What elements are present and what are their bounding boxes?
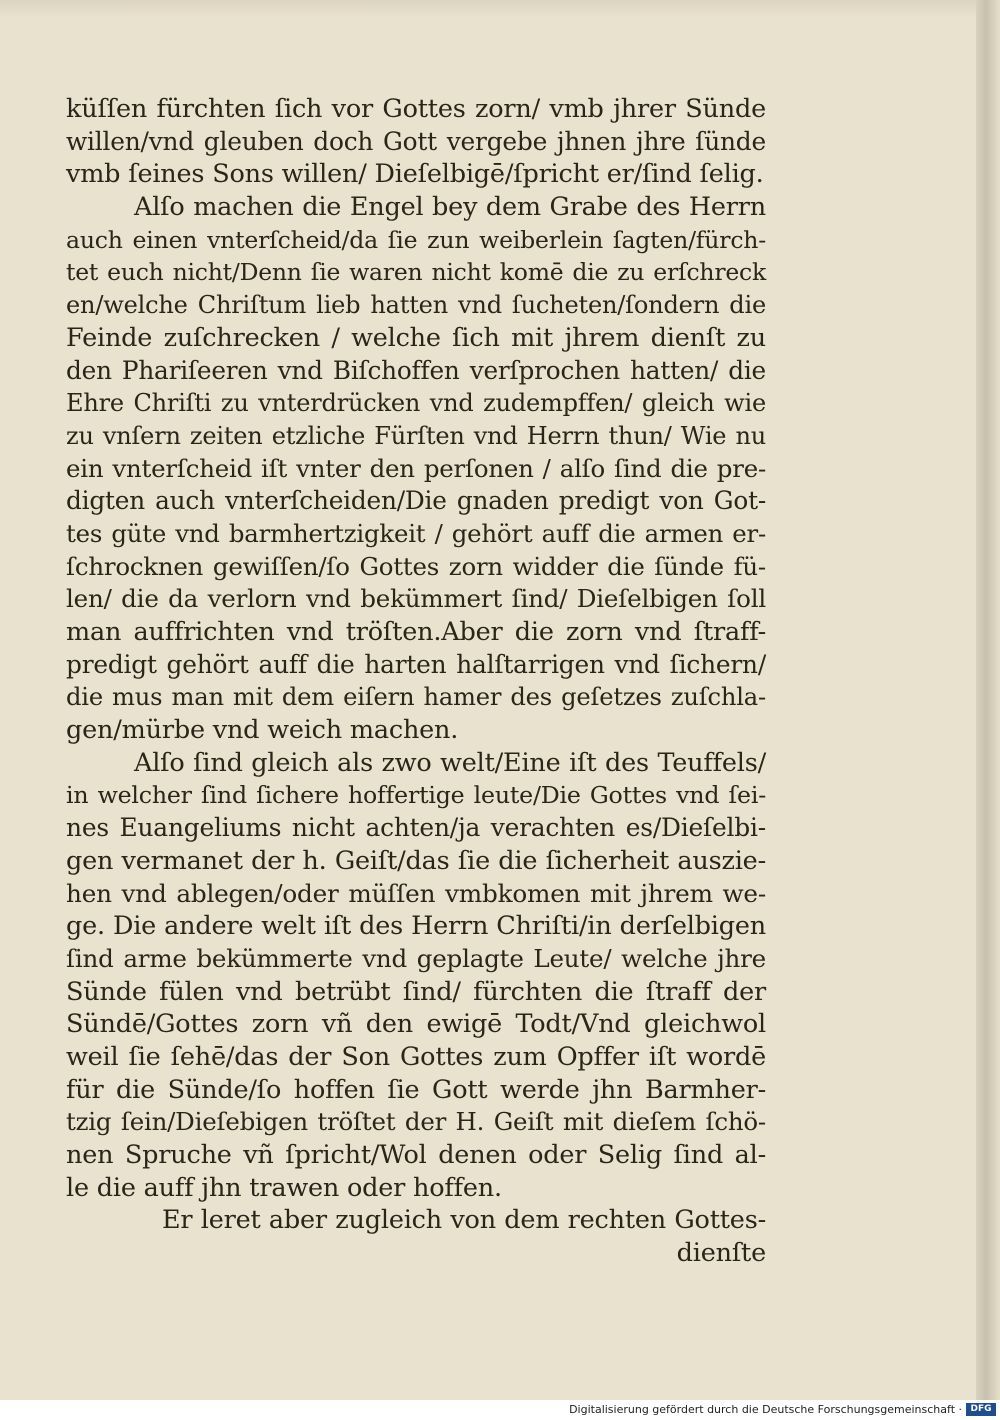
text-line: Sünde fülen vnd betrübt ſind/ fürchten die ſtraff der bbox=[66, 976, 766, 1007]
text-line: die mus man mit dem eiſern hamer des geſetzes zuſchla- bbox=[66, 683, 766, 712]
page-text-block bbox=[66, 93, 766, 1270]
page-binding-edge bbox=[976, 0, 1000, 1400]
text-line: weil ſie ſehē/das der Son Gottes zum Opffer iſt wordē bbox=[66, 1041, 766, 1072]
text-line: Sündē/Gottes zorn vñ den ewigē Todt/Vnd gleichwol bbox=[66, 1009, 766, 1040]
text-line: tet euch nicht/Denn ſie waren nicht komē die zu erſchreck bbox=[66, 258, 766, 287]
text-line: man auffrichten vnd tröſten.Aber die zorn vnd ſtraff- bbox=[66, 617, 766, 647]
catchword: dienſte bbox=[676, 1238, 766, 1269]
text-line: Er leret aber zugleich von dem rechten Gottes- bbox=[162, 1205, 766, 1236]
text-line: küſſen fürchten ſich vor Gottes zorn/ vmb jhrer Sünde bbox=[66, 94, 766, 124]
text-line: Ehre Chriſti zu vnterdrücken vnd zudempffen/ gleich wie bbox=[66, 389, 766, 418]
text-line: ge. Die andere welt iſt des Herrn Chriſti/in derſelbigen bbox=[66, 911, 766, 942]
text-line: digten auch vnterſcheiden/Die gnaden predigt von Got- bbox=[66, 486, 766, 516]
text-line: len/ die da verlorn vnd bekümmert ſind/ Dieſelbigen ſoll bbox=[66, 584, 766, 614]
text-line: Feinde zuſchrecken / welche ſich mit jhrem dienſt zu bbox=[66, 322, 766, 353]
text-line: nes Euangeliums nicht achten/ja verachten es/Dieſelbi- bbox=[66, 813, 766, 843]
text-line: in welcher ſind ſichere hoffertige leute/Die Gottes vnd ſei- bbox=[66, 781, 766, 810]
text-line: auch einen vnterſcheid/da ſie zun weiberlein ſagten/fürch- bbox=[66, 225, 766, 254]
digitization-credit: Digitalisierung gefördert durch die Deutsche Forschungsgemeinschaft · bbox=[569, 1403, 962, 1416]
text-line: willen/vnd gleuben doch Gott vergebe jhnen jhre ſünde bbox=[66, 126, 766, 156]
text-line: ſind arme bekümmerte vnd geplagte Leute/ welche jhre bbox=[66, 943, 766, 973]
text-line: tes güte vnd barmhertzigkeit / gehört auff die armen er- bbox=[66, 518, 766, 548]
text-line: nen Spruche vñ ſpricht/Wol denen oder Selig ſind al- bbox=[66, 1140, 766, 1170]
text-line: gen/mürbe vnd weich machen. bbox=[66, 715, 459, 746]
text-line: le die auff jhn trawen oder hoffen. bbox=[66, 1172, 502, 1203]
footer-bar bbox=[0, 1400, 1000, 1420]
text-line: predigt gehört auff die harten halſtarrigen vnd ſichern/ bbox=[66, 649, 766, 679]
text-line: für die Sünde/ſo hoffen ſie Gott werde jhn Barmher- bbox=[66, 1074, 766, 1105]
text-line: hen vnd ablegen/oder müſſen vmbkomen mit jhrem we- bbox=[66, 878, 766, 908]
text-line: zu vnſern zeiten etzliche Fürſten vnd Herrn thun/ Wie nu bbox=[66, 421, 766, 450]
text-line: ſchrocknen gewiſſen/ſo Gottes zorn widder die ſünde fü- bbox=[66, 551, 766, 581]
text-line: ein vnterſcheid iſt vnter den perſonen / alſo ſind die pre- bbox=[66, 453, 766, 483]
text-line: Alſo ſind gleich als zwo welt/Eine iſt des Teuffels/ bbox=[134, 747, 766, 778]
text-line: Alſo machen die Engel bey dem Grabe des Herrn bbox=[134, 192, 766, 223]
page-top-shadow bbox=[0, 0, 1000, 18]
text-line: tzig ſein/Dieſebigen tröſtet der H. Geiſt mit dieſem ſchö- bbox=[66, 1107, 766, 1137]
text-line: en/welche Chriſtum lieb hatten vnd ſucheten/ſondern die bbox=[66, 291, 766, 320]
dfg-logo: DFG bbox=[966, 1403, 996, 1416]
text-line: gen vermanet der h. Geiſt/das ſie die ſicherheit auszie- bbox=[66, 845, 766, 876]
text-line: vmb ſeines Sons willen/ Dieſelbigē/ſpricht er/ſind ſelig. bbox=[66, 159, 764, 190]
text-line: den Phariſeeren vnd Biſchoffen verſprochen hatten/ die bbox=[66, 355, 766, 385]
